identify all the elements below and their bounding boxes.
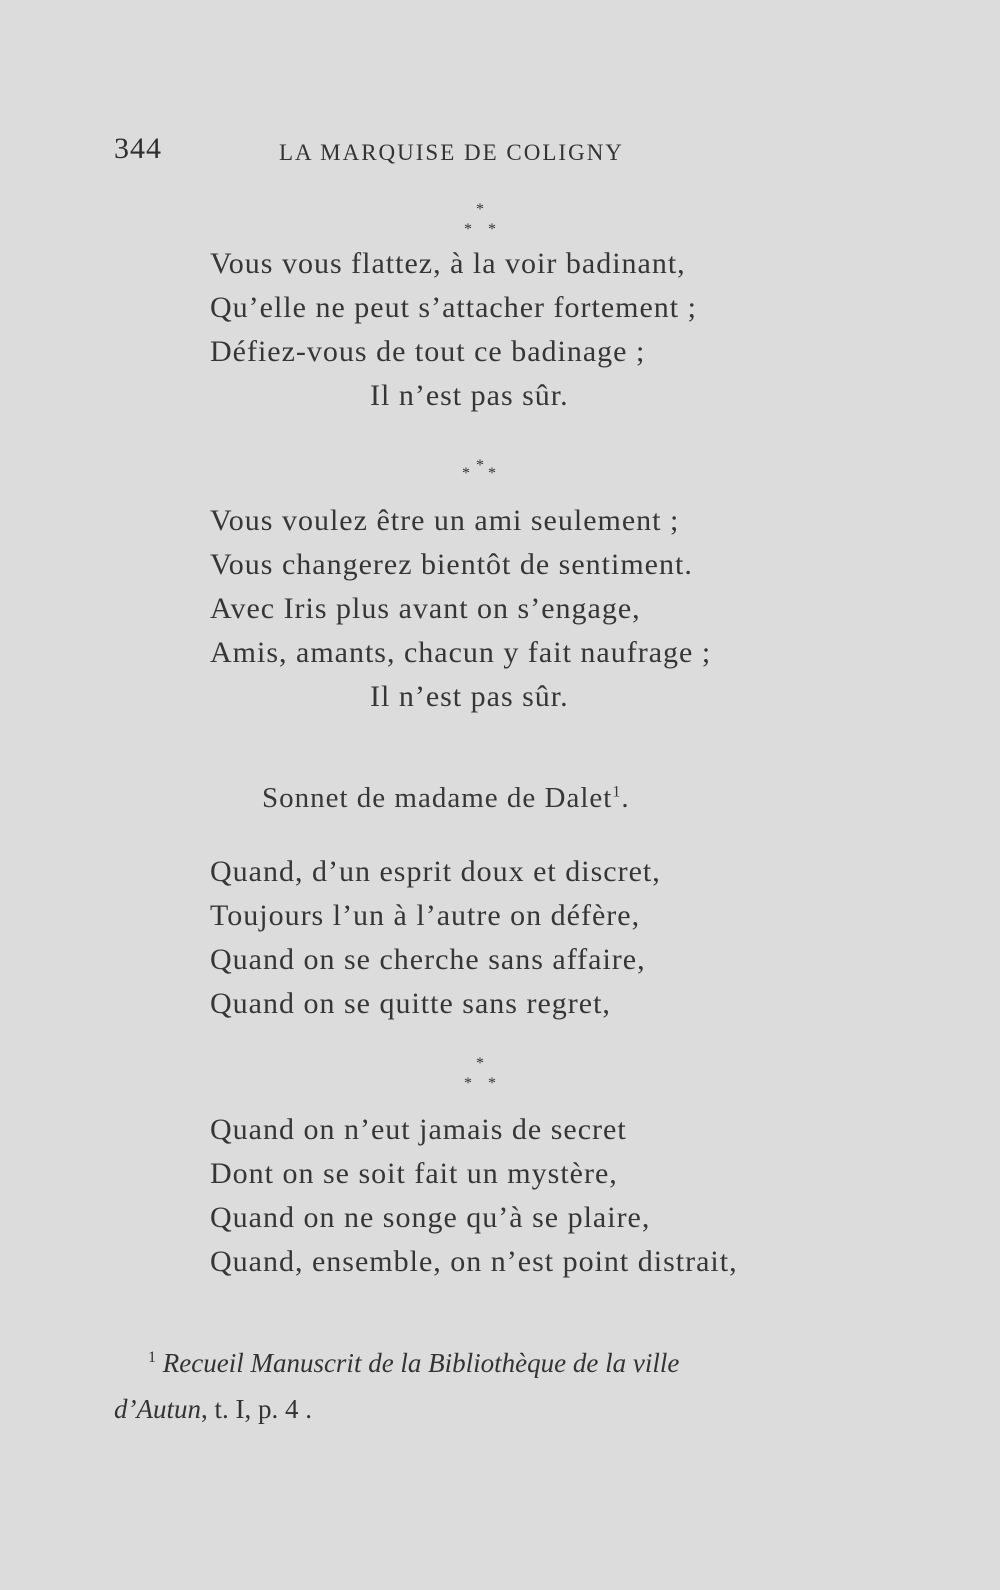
stanza-2 [210,499,850,719]
sonnet-title-end: . [621,782,630,814]
asterism-divider: * * * [464,201,496,238]
verse-line: Quand on se quitte sans regret, [210,987,611,1020]
verse-line: Quand on ne songe qu’à se plaire, [210,1201,651,1234]
footnote [114,1340,874,1432]
verse-line: Dont on se soit fait un mystère, [210,1157,618,1190]
verse-line: Quand on n’eut jamais de secret [210,1113,627,1146]
footnote-source-city: d’Autun [114,1394,201,1424]
footnote-line-2 [114,1386,874,1432]
footnote-mark: 1 [148,1349,156,1366]
stanza-4 [210,1108,850,1284]
verse-line: Avec Iris plus avant on s’engage, [210,592,641,625]
page-header [114,132,714,172]
sonnet-title-text: Sonnet de madame de Dalet [262,782,613,814]
verse-line: Qu’elle ne peut s’attacher fortement ; [210,291,697,324]
verse-refrain: Il n’est pas sûr. [370,379,569,412]
footnote-reference: , t. I, p. 4 . [201,1394,312,1424]
verse-line: Amis, amants, chacun y fait naufrage ; [210,636,712,669]
stanza-1 [210,242,850,418]
asterism-divider: * * * [464,1055,496,1092]
verse-line: Toujours l’un à l’autre on défère, [210,899,641,932]
verse-line: Vous voulez être un ami seulement ; [210,504,680,537]
verse-line: Vous vous flattez, à la voir badinant, [210,247,686,280]
verse-line: Défiez-vous de tout ce badinage ; [210,335,646,368]
footnote-line-1 [114,1340,874,1386]
verse-line: Vous changerez bientôt de sentiment. [210,548,693,581]
verse-line: Quand, ensemble, on n’est point distrait, [210,1245,738,1278]
verse-line: Quand, d’un esprit doux et discret, [210,855,661,888]
verse-line: Quand on se cherche sans affaire, [210,943,646,976]
footnote-source: Recueil Manuscrit de la Bibliothèque de la ville [162,1348,680,1378]
footnote-reference-mark: 1 [612,783,622,801]
sonnet-title [262,782,630,815]
verse-refrain: Il n’est pas sûr. [370,680,569,713]
asterism-divider: * * * [462,457,496,482]
page-number: 344 [114,132,162,165]
stanza-3 [210,850,850,1026]
running-title: LA MARQUISE DE COLIGNY [279,140,624,165]
